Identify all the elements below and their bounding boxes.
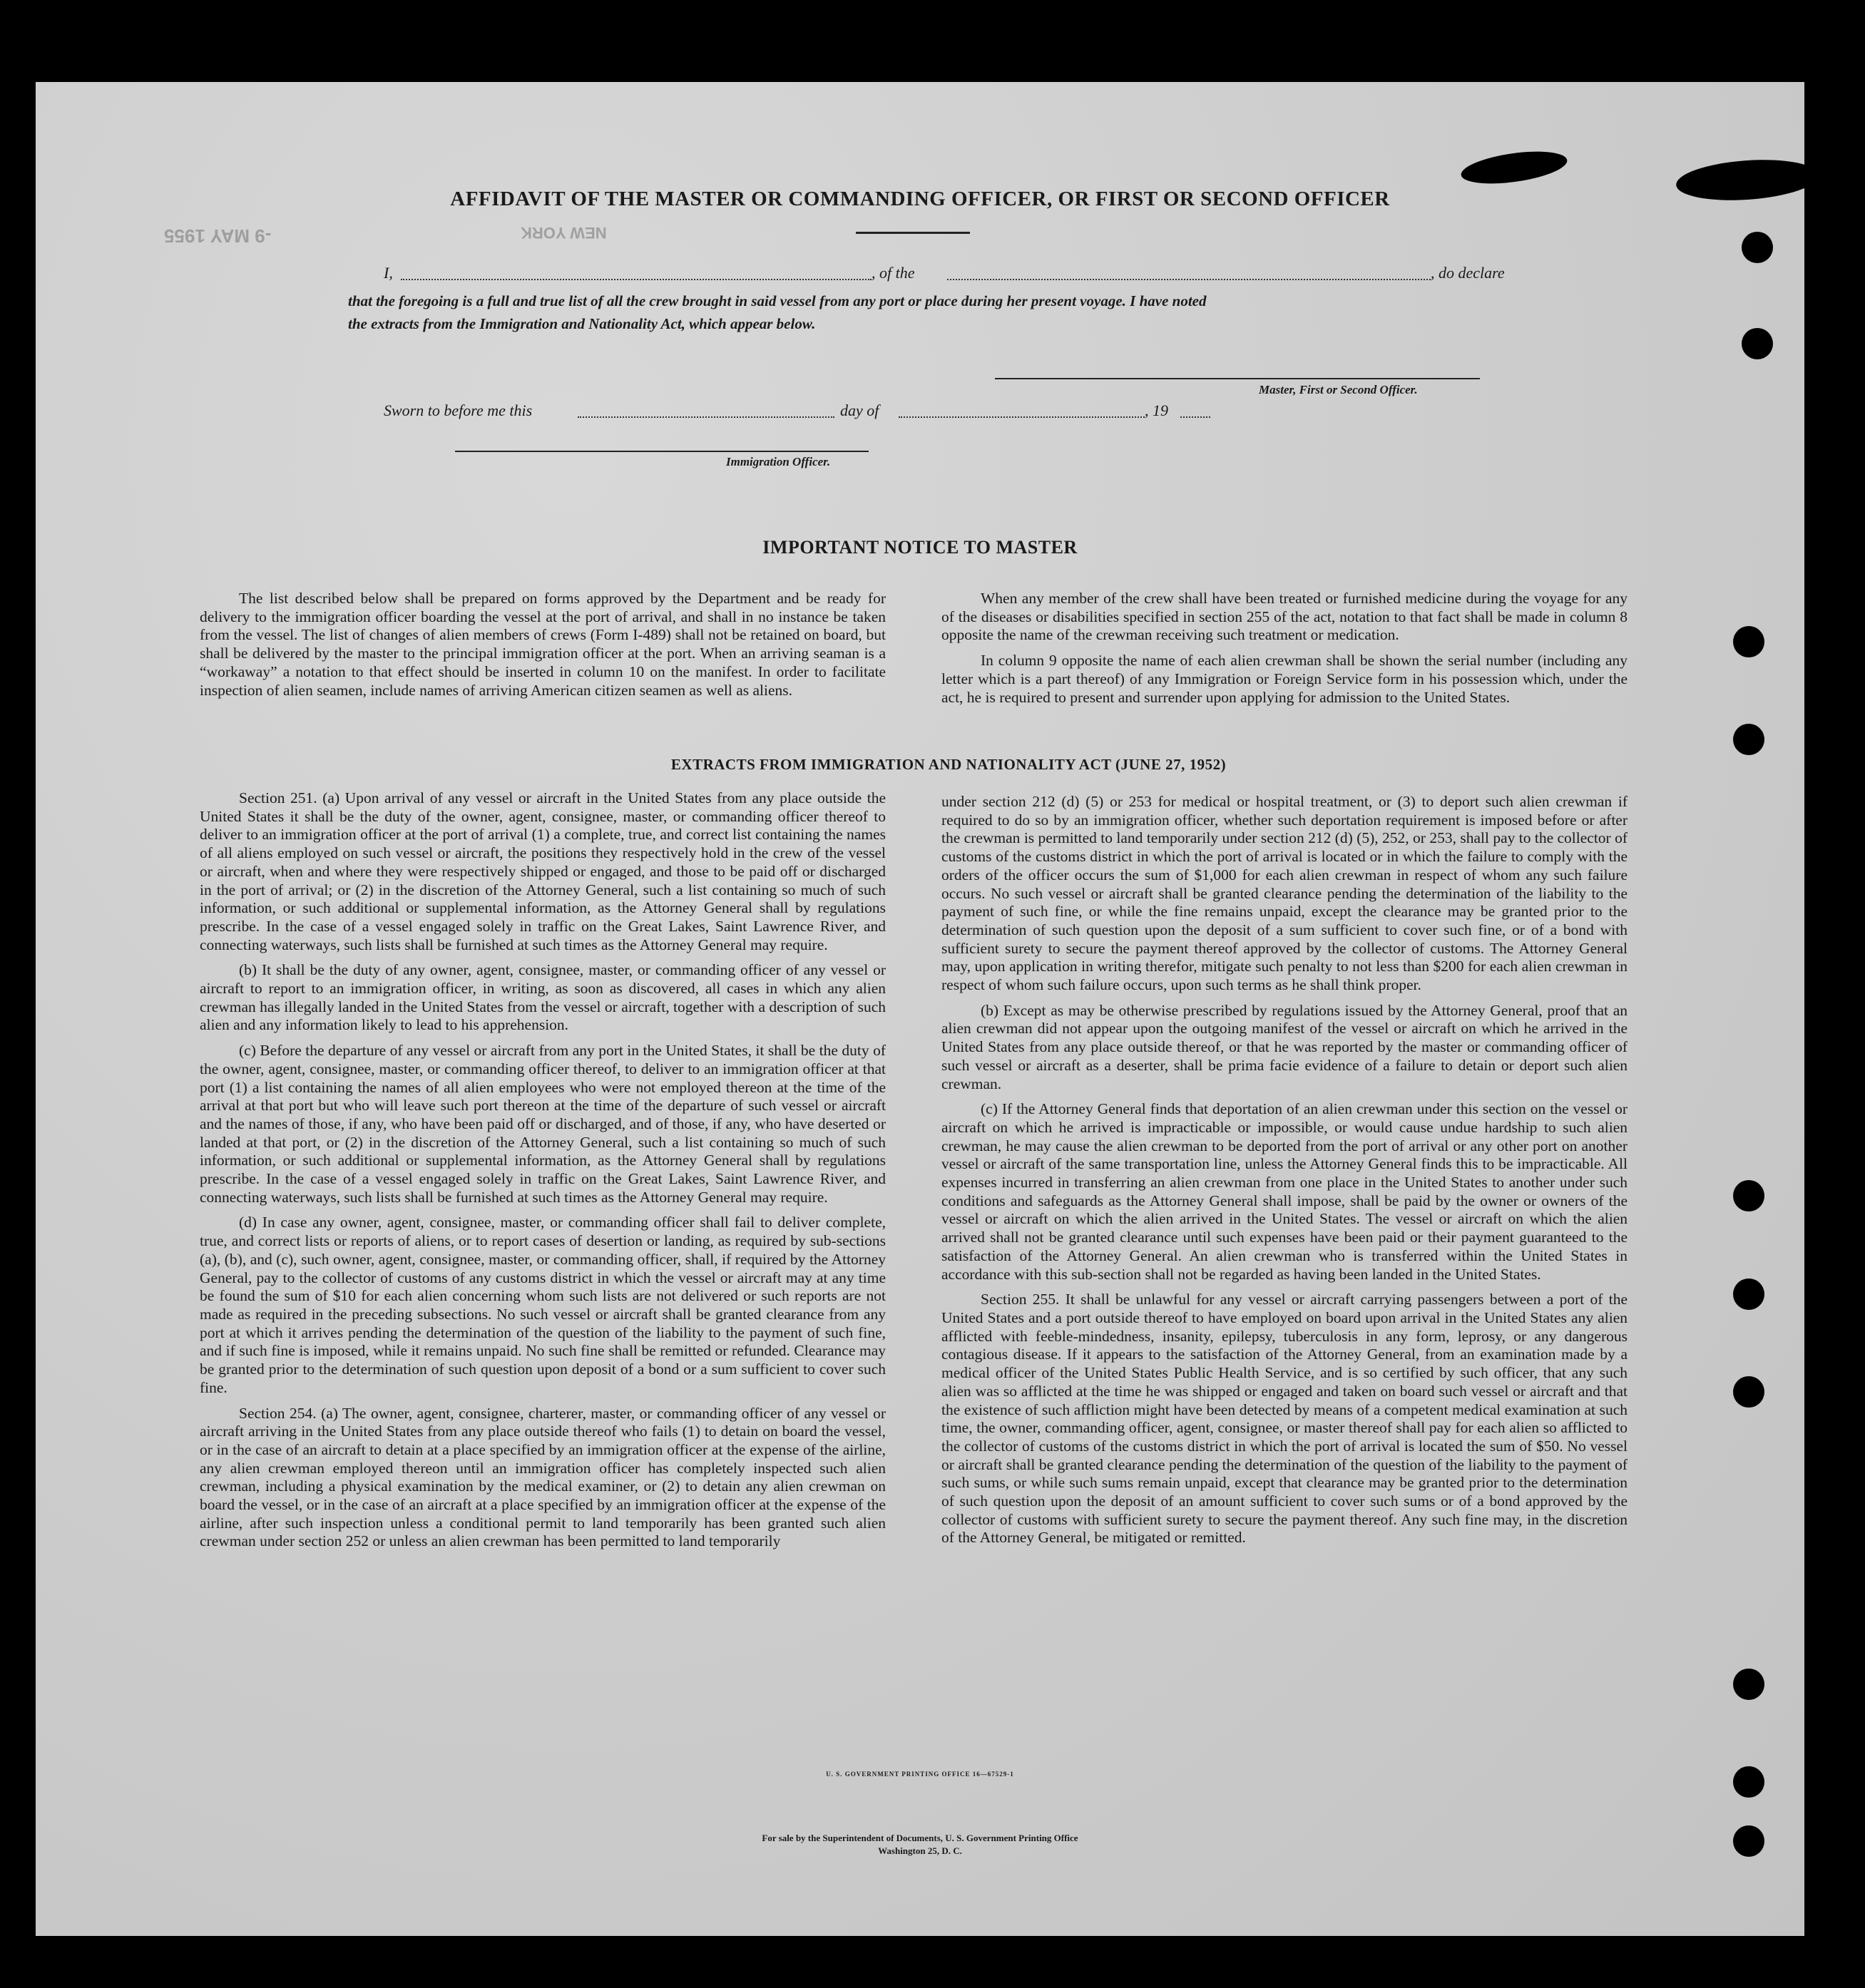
punch-hole (1742, 328, 1773, 359)
extract-paragraph: (d) In case any owner, agent, consignee, master, or commanding officer shall fail to deliver complete, true, and correct lists or reports of aliens, or to report cases of desertion or landing, as required by sub-sections (a), (b), and (c), such owner, agent, consignee, master, or commanding officer, shall, if required by the Attorney General, pay to the collector of customs of any customs district in which the vessel or aircraft may at any time be found the sum of $10 for each alien concerning whom such lists are not delivered or such reports are not made as required in the preceding subsections. No such vessel or aircraft shall be granted clearance from any port at which it arrives pending the determination of the question of the liability to the payment of such fine, and if such fine is imposed, while it remains unpaid. No such fine shall be remitted or refunded. Clearance may be granted prior to the determination of such question upon deposit of a bond or a sum sufficient to cover such fine. (200, 1214, 886, 1396)
vessel-name-line (947, 279, 1431, 280)
extract-paragraph: under section 212 (d) (5) or 253 for medical or hospital treatment, or (3) to deport such alien crewman if required to do so by an immigration officer, whether such deportation requirement is imposed before or after the crewman is permitted to land temporarily under section 212 (d) (5), 252, or 253, shall pay to the collector of customs of the customs district in which the port of arrival is located or in which the failure to comply with the orders of the officer occurs the sum of $1,000 for each alien crewman in respect of whom any such failure occurs. No such vessel or aircraft shall be granted clearance pending the determination of the liability to the payment of such fine, or while the fine remains unpaid, except the clearance may be granted prior to the determination of such question upon the deposit of a sum sufficient to cover such fine, or of a bond with sufficient surety to secure the payment thereof approved by the collector of customs. The Attorney General may, upon application in writing therefor, mitigate such penalty to not less than $200 for each alien crewman in respect of whom such failure occurs, upon such terms as he shall think proper. (941, 793, 1628, 994)
immigration-officer-label: Immigration Officer. (726, 455, 831, 468)
punch-hole (1733, 724, 1764, 755)
sale-line-1: For sale by the Superintendent of Documents, U. S. Government Printing Office (762, 1833, 1078, 1843)
background-stamp-date: -9 MAY 1955 (164, 225, 272, 247)
declaration-line-1: that the foregoing is a full and true list of all the crew brought in said vessel from any port or place during her present voyage. I have noted (348, 292, 1207, 309)
extract-paragraph: (b) Except as may be otherwise prescribed by regulations issued by the Attorney General, proof that an alien crewman did not appear upon the outgoing manifest of the vessel or aircraft on which he arrived in the United States from any place outside thereof, or that he was reported by the master or commanding officer of such vessel or aircraft as a deserter, shall be prima facie evidence of a failure to detain or deport such alien crewman. (941, 1001, 1628, 1092)
gpo-line: U. S. GOVERNMENT PRINTING OFFICE 16—67529-1 (826, 1771, 1014, 1778)
document-page (36, 82, 1804, 1936)
punch-hole (1733, 1766, 1764, 1798)
punch-hole (1733, 626, 1764, 657)
of-the-label: , of the (872, 264, 915, 282)
day-of-label: day of (840, 401, 879, 419)
sale-line-2: Washington 25, D. C. (878, 1845, 962, 1856)
affidavit-title: AFFIDAVIT OF THE MASTER OR COMMANDING OFFICER, OR FIRST OR SECOND OFFICER (450, 188, 1390, 210)
extract-paragraph: (c) If the Attorney General finds that deportation of an alien crewman under this section on the vessel or aircraft on which he arrived is impracticable or impossible, or would cause undue hardship to such alien crewman, he may cause the alien crewman to be deported from the port of arrival or any other port on another vessel or aircraft of the same transportation line, unless the Attorney General finds this to be impracticable. All expenses incurred in transferring an alien crewman from one place in the United States to another under such conditions and safeguards as the Attorney General shall impose, shall be paid by the owner or owners of the vessel or aircraft on which the alien arrived in the United States. The vessel or aircraft on which the alien arrived shall not be granted clearance until such expenses have been paid or their payment guaranteed to the satisfaction of the Attorney General. An alien crewman who is transferred within the United States in accordance with this sub-section shall not be regarded as having been landed in the United States. (941, 1100, 1628, 1283)
extract-paragraph: (b) It shall be the duty of any owner, agent, consignee, master, or commanding officer of any vessel or aircraft to report to an immigration officer, in writing, as soon as discovered, all cases in which any alien crewman has illegally landed in the United States from the vessel or aircraft, together with a description of such alien and any information likely to lead to his apprehension. (200, 961, 886, 1034)
punch-hole (1733, 1376, 1764, 1408)
sworn-month-line (899, 416, 1145, 418)
master-signature-line (995, 378, 1480, 379)
declaration-line-2: the extracts from the Immigration and Nationality Act, which appear below. (348, 315, 816, 332)
punch-hole (1733, 1825, 1764, 1857)
punch-hole (1742, 232, 1773, 263)
notice-title: IMPORTANT NOTICE TO MASTER (762, 537, 1078, 558)
extracts-title: EXTRACTS FROM IMMIGRATION AND NATIONALITY ACT (JUNE 27, 1952) (670, 756, 1227, 773)
extracts-right-column (941, 793, 1628, 1554)
sworn-day-line (578, 416, 834, 418)
notice-left-column (200, 590, 886, 707)
notice-paragraph: In column 9 opposite the name of each alien crewman shall be shown the serial number (including any letter which is a part thereof) of any Immigration or Foreign Service form in his possession which, under the act, he is required to present and surrender upon applying for admission to the United States. (941, 652, 1628, 706)
notice-right-column (941, 590, 1628, 714)
sworn-year-line (1180, 416, 1210, 418)
declarant-name-line (401, 279, 872, 280)
punch-hole (1733, 1180, 1764, 1211)
notice-paragraph: When any member of the crew shall have been treated or furnished medicine during the voyage for any of the diseases or disabilities specified in section 255 of the act, notation to that fact shall be made in column 8 opposite the name of the crewman receiving such treatment or medication. (941, 590, 1628, 644)
extract-paragraph: Section 254. (a) The owner, agent, consignee, charterer, master, or commanding officer of any vessel or aircraft arriving in the United States from any place outside thereof who fails (1) to detain on board the vessel, or in the case of an aircraft to detain at a place specified by an immigration officer at the expense of the airline, any alien crewman employed thereon until an immigration officer has completely inspected such alien crewman, including a physical examination by the medical examiner, or (2) to detain any alien crewman on board the vessel, or in the case of an aircraft at a place specified by an immigration officer at the expense of the airline, after such inspection unless a conditional permit to land temporarily has been granted such alien crewman under section 252 or unless an alien crewman has been permitted to land temporarily (200, 1404, 886, 1550)
extract-paragraph: Section 251. (a) Upon arrival of any vessel or aircraft in the United States from any place outside the United States it shall be the duty of the owner, agent, consignee, master, or commanding officer thereof to deliver to an immigration officer at the port of arrival (1) a complete, true, and correct list containing the names of all aliens employed on such vessel or aircraft, the positions they respectively hold in the crew of the vessel or aircraft, when and where they were respectively shipped or engaged, and those to be paid off or discharged in the port of arrival; or (2) in the discretion of the Attorney General, such a list containing so much of such information, or such additional or supplemental information, as the Attorney General shall by regulations prescribe. In the case of a vessel engaged solely in traffic on the Great Lakes, Saint Lawrence River, and connecting waterways, such lists shall be furnished at such times as the Attorney General may require. (200, 789, 886, 953)
do-declare-label: , do declare (1431, 264, 1505, 282)
background-stamp-city: NEW YORK (521, 224, 607, 242)
master-signature-label: Master, First or Second Officer. (1259, 383, 1418, 396)
extract-paragraph: Section 255. It shall be unlawful for any vessel or aircraft carrying passengers between a port of the United States and a port outside thereof to have employed on board upon arrival in the United States any alien afflicted with feeble-mindedness, insanity, epilepsy, tuberculosis in any form, leprosy, or any dangerous contagious disease. If it appears to the satisfaction of the Attorney General, from an examination made by a medical officer of the United States Public Health Service, and is so certified by such officer, that any such alien was so afflicted at the time he was shipped or engaged and taken on board such vessel or aircraft and that the existence of such affliction might have been detected by means of a competent medical examination at such time, the owner, commanding officer, agent, consignee, or master thereof shall pay for each alien so afflicted to the collector of customs of the customs district in which the port of arrival is located the sum of $50. No vessel or aircraft shall be granted clearance pending the determination of the question of the liability to the payment of such sums, or while such sums remain unpaid, except that clearance may be granted prior to the determination of such question upon the deposit of an amount sufficient to cover such sums or of a bond approved by the collector of customs with sufficient surety to secure the payment thereof. Any such fine may, in the discretion of the Attorney General, be mitigated or remitted. (941, 1291, 1628, 1547)
notice-paragraph: The list described below shall be prepared on forms approved by the Department and be ready for delivery to the immigration officer boarding the vessel at the port of arrival, and shall in no instance be taken from the vessel. The list of changes of alien members of crews (Form I-489) shall not be retained on board, but shall be delivered by the master to the principal immigration officer at the port. When an arriving seaman is a “workaway” a notation to that effect should be inserted in column 10 on the manifest. In order to facilitate inspection of alien seamen, include names of arriving American citizen seamen as well as aliens. (200, 590, 886, 699)
officer-signature-line (455, 451, 869, 452)
punch-hole (1733, 1669, 1764, 1700)
punch-hole (1733, 1279, 1764, 1310)
ink-smudge (1459, 146, 1569, 189)
sworn-label: Sworn to before me this (384, 401, 533, 419)
extract-paragraph: (c) Before the departure of any vessel or aircraft from any port in the United States, it shall be the duty of the owner, agent, consignee, master, or commanding officer thereof, to deliver to an immigration officer at that port (1) a list containing the names of all alien employees who were not employed thereon at the time of the arrival at that port but who will leave such port thereon at the time of the departure of such vessel or aircraft and the names of those, if any, who have been paid off or discharged, and of those, if any, who have deserted or landed at that port, or (2) in the discretion of the Attorney General, such a list containing so much of such information, or such additional or supplemental information, as the Attorney General shall by regulations prescribe. In the case of a vessel engaged solely in traffic on the Great Lakes, Saint Lawrence River, and connecting waterways, such lists shall be furnished at such times as the Attorney General may require. (200, 1042, 886, 1206)
declarant-label: I, (384, 264, 393, 282)
extracts-left-column (200, 789, 886, 1558)
year-label: , 19 (1145, 401, 1168, 419)
title-rule (856, 232, 970, 234)
